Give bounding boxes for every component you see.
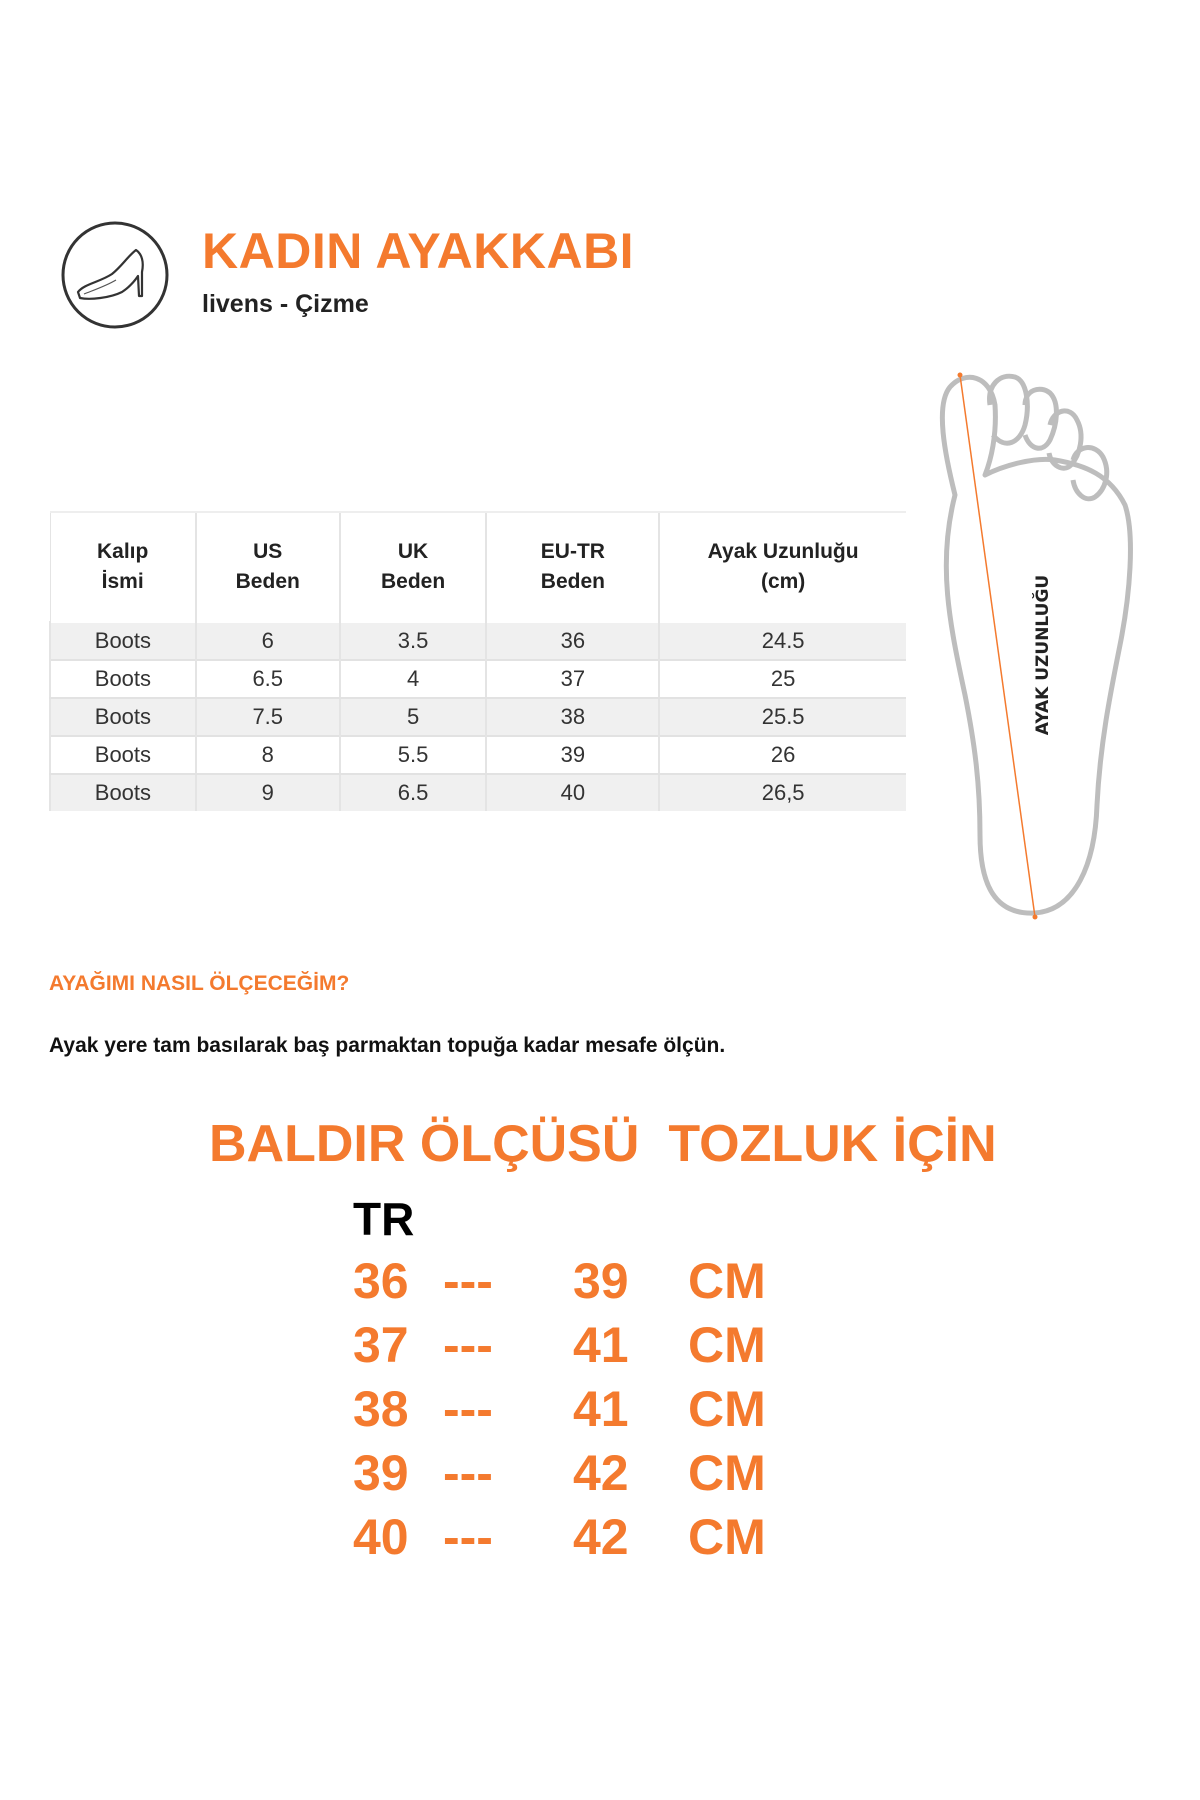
table-cell: 25 [659, 660, 906, 698]
table-cell: 37 [486, 660, 659, 698]
column-header: UK Beden [340, 512, 487, 622]
table-cell: 36 [486, 622, 659, 660]
calf-size: 39 [353, 1445, 409, 1501]
calf-size: 37 [353, 1317, 409, 1373]
table-cell: 24.5 [659, 622, 906, 660]
size-table [49, 511, 906, 811]
calf-row [0, 1380, 1200, 1440]
calf-unit: CM [688, 1253, 766, 1309]
table-cell: Boots [50, 774, 196, 811]
calf-row [0, 1508, 1200, 1568]
calf-separator: --- [443, 1509, 493, 1565]
table-row [50, 698, 906, 736]
table-cell: 38 [486, 698, 659, 736]
calf-value: 42 [573, 1445, 629, 1501]
page-subtitle: livens - Çizme [202, 290, 369, 318]
calf-value: 41 [573, 1317, 629, 1373]
table-header-row [50, 512, 906, 622]
calf-unit: CM [688, 1509, 766, 1565]
calf-unit: CM [688, 1445, 766, 1501]
table-cell: 6 [196, 622, 340, 660]
table-row [50, 622, 906, 660]
page-title: KADIN AYAKKABI [202, 223, 635, 279]
table-cell: 25.5 [659, 698, 906, 736]
calf-row [0, 1252, 1200, 1312]
foot-length-label: AYAK UZUNLUĞU [1033, 574, 1053, 736]
calf-separator: --- [443, 1253, 493, 1309]
table-row [50, 736, 906, 774]
table-row [50, 660, 906, 698]
calf-size: 40 [353, 1509, 409, 1565]
calf-row [0, 1444, 1200, 1504]
calf-value: 41 [573, 1381, 629, 1437]
table-cell: Boots [50, 622, 196, 660]
table-cell: 6.5 [340, 774, 487, 811]
table-cell: 5 [340, 698, 487, 736]
table-cell: Boots [50, 660, 196, 698]
table-cell: 39 [486, 736, 659, 774]
table-cell: 5.5 [340, 736, 487, 774]
calf-value: 42 [573, 1509, 629, 1565]
calf-unit: CM [688, 1381, 766, 1437]
calf-value: 39 [573, 1253, 629, 1309]
calf-separator: --- [443, 1381, 493, 1437]
column-header: Kalıp İsmi [50, 512, 196, 622]
table-cell: 7.5 [196, 698, 340, 736]
table-cell: 26,5 [659, 774, 906, 811]
column-header: EU-TR Beden [486, 512, 659, 622]
table-cell: 4 [340, 660, 487, 698]
table-cell: 6.5 [196, 660, 340, 698]
calf-unit: CM [688, 1317, 766, 1373]
tr-column-label: TR [353, 1193, 415, 1245]
table-cell: Boots [50, 736, 196, 774]
table-cell: 40 [486, 774, 659, 811]
foot-diagram [925, 365, 1150, 930]
high-heel-shoe-icon [60, 220, 170, 330]
calf-separator: --- [443, 1317, 493, 1373]
howto-title: AYAĞIMI NASIL ÖLÇECEĞİM? [49, 972, 350, 995]
column-header: Ayak Uzunluğu (cm) [659, 512, 906, 622]
table-cell: 8 [196, 736, 340, 774]
table-cell: Boots [50, 698, 196, 736]
calf-size: 36 [353, 1253, 409, 1309]
measure-line [960, 375, 1035, 917]
howto-text: Ayak yere tam basılarak baş parmaktan topuğa kadar mesafe ölçün. [49, 1034, 726, 1057]
calf-separator: --- [443, 1445, 493, 1501]
table-cell: 9 [196, 774, 340, 811]
table-cell: 3.5 [340, 622, 487, 660]
table-row [50, 774, 906, 811]
calf-size: 38 [353, 1381, 409, 1437]
table-cell: 26 [659, 736, 906, 774]
column-header: US Beden [196, 512, 340, 622]
calf-row [0, 1316, 1200, 1376]
calf-title: BALDIR ÖLÇÜSÜ TOZLUK İÇİN [209, 1115, 997, 1173]
